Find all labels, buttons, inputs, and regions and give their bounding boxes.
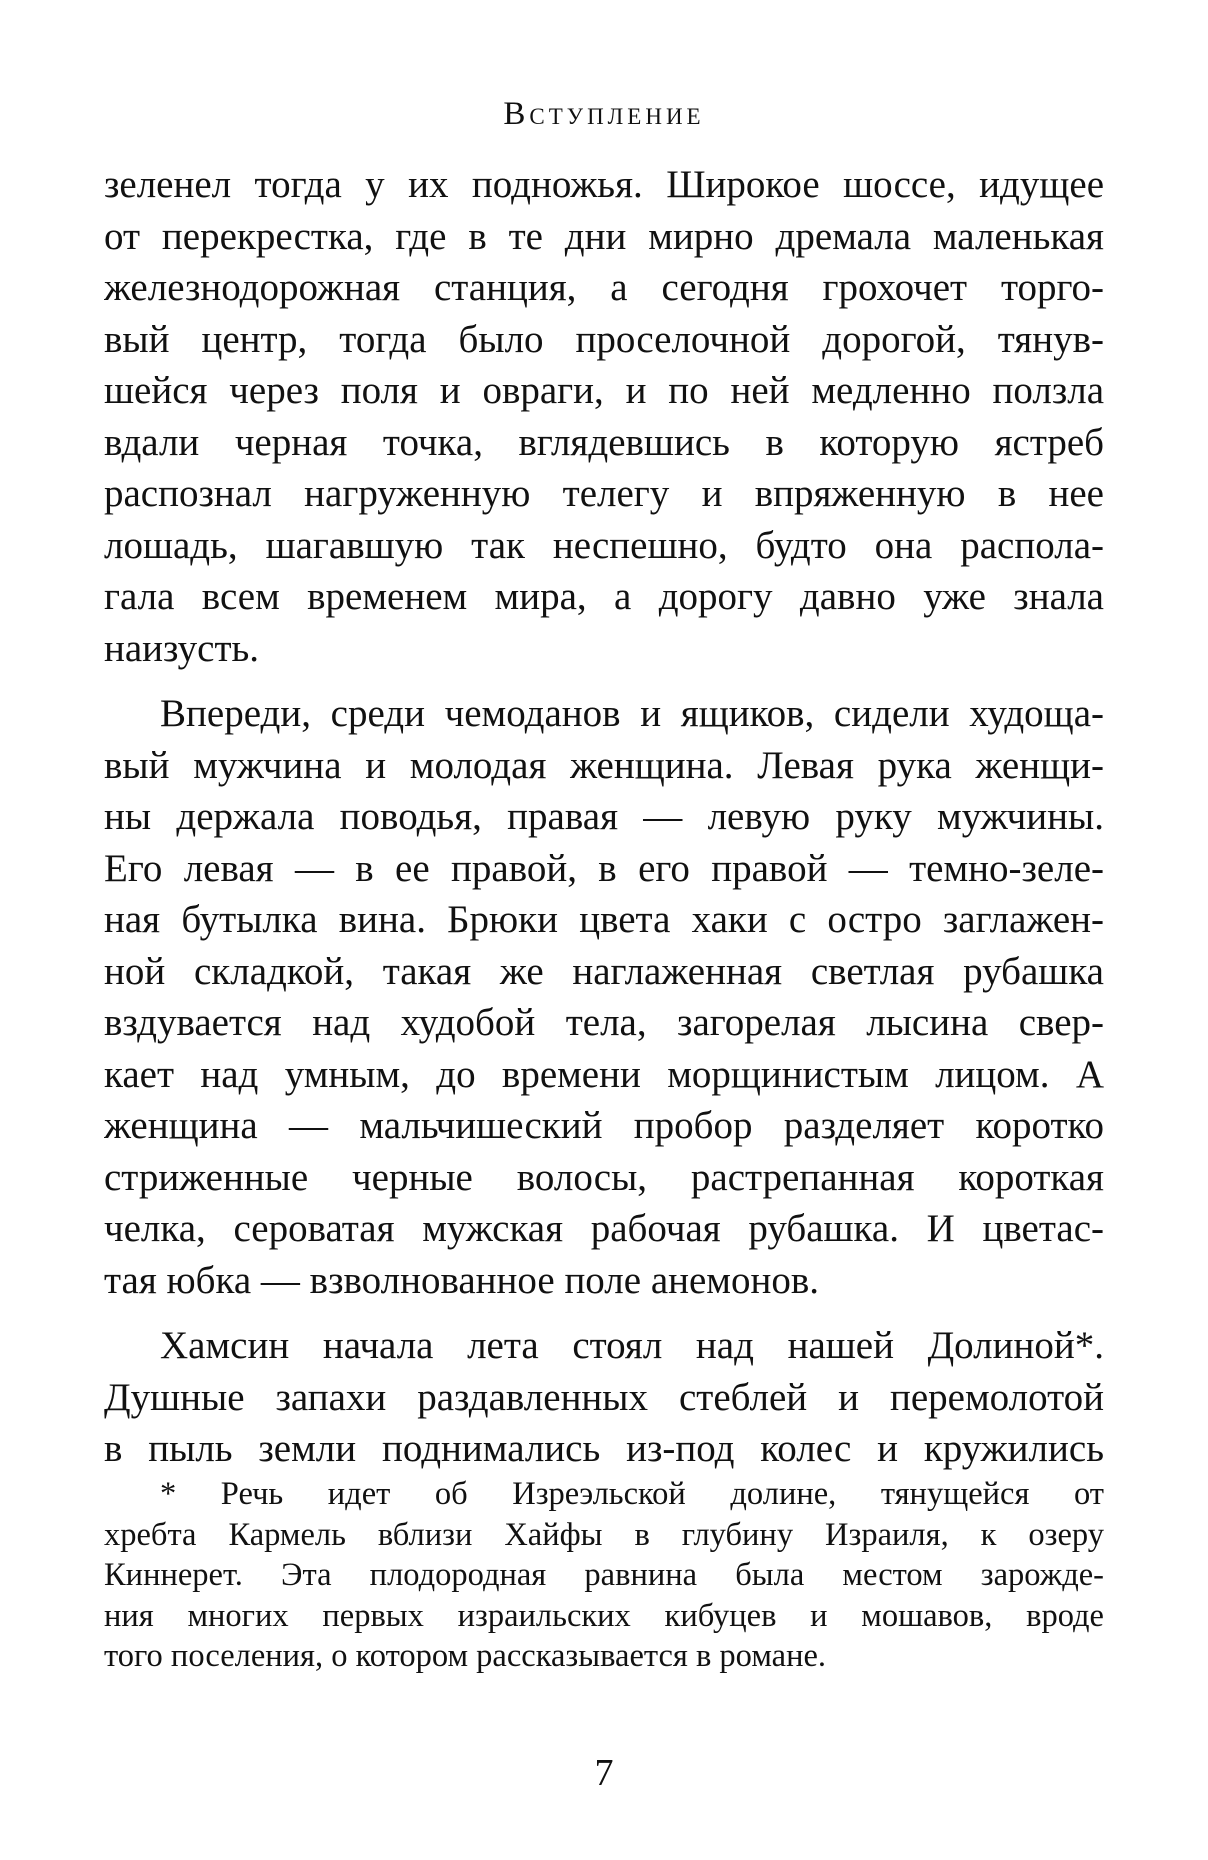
text-line: вдали черная точка, вглядевшись в которую ястреб bbox=[104, 420, 1104, 464]
footnote-line: * Речь идет об Изреэльской долине, тянущейся от bbox=[160, 1476, 1104, 1512]
text-line: ной складкой, такая же наглаженная светлая рубашка bbox=[104, 949, 1104, 993]
footnote-line: ния многих первых израильских кибуцев и мошавов, вроде bbox=[104, 1597, 1104, 1634]
text-line: Его левая — в ее правой, в его правой — темно-зеле- bbox=[104, 846, 1104, 890]
text-line: стриженные черные волосы, растрепанная короткая bbox=[104, 1155, 1104, 1199]
footnote-line: того поселения, о котором рассказывается в романе. bbox=[104, 1638, 827, 1674]
text-line: распознал нагруженную телегу и впряженную в нее bbox=[104, 472, 1104, 515]
text-line: вый мужчина и молодая женщина. Левая рука женщи- bbox=[104, 743, 1104, 787]
paragraph-1 bbox=[104, 159, 1104, 674]
text-line: шейся через поля и овраги, и по ней медленно ползла bbox=[104, 369, 1104, 412]
text-line: ны держала поводья, правая — левую руку мужчины. bbox=[104, 795, 1104, 838]
text-line: железнодорожная станция, а сегодня грохочет торго- bbox=[104, 266, 1104, 309]
text-line: наизусть. bbox=[104, 626, 260, 670]
text-line: зеленел тогда у их подножья. Широкое шоссе, идущее bbox=[104, 163, 1104, 206]
running-head: Вступление bbox=[503, 96, 705, 132]
text-line: вздувается над худобой тела, загорелая лысина свер- bbox=[104, 1001, 1104, 1044]
text-line: тая юбка — взволнованное поле анемонов. bbox=[104, 1258, 820, 1302]
text-line: гала всем временем мира, а дорогу давно уже знала bbox=[104, 575, 1104, 618]
text-line: женщина — мальчишеский пробор разделяет коротко bbox=[104, 1104, 1104, 1147]
paragraph-3 bbox=[104, 1320, 1104, 1475]
text-line: лошадь, шагавшую так неспешно, будто она распола- bbox=[104, 523, 1104, 567]
paragraph-2 bbox=[104, 688, 1104, 1306]
body-text bbox=[104, 159, 1104, 1475]
text-line: Впереди, среди чемоданов и ящиков, сидели худоща- bbox=[160, 692, 1104, 735]
text-line: Хамсин начала лета стоял над нашей Долиной*. bbox=[160, 1324, 1104, 1367]
text-line: челка, сероватая мужская рабочая рубашка. И цветас- bbox=[104, 1207, 1104, 1250]
text-line: ная бутылка вина. Брюки цвета хаки с остро заглажен- bbox=[104, 898, 1104, 941]
text-line: вый центр, тогда было проселочной дорогой, тянув- bbox=[104, 317, 1104, 361]
footnote-line: хребта Кармель вблизи Хайфы в глубину Израиля, к озеру bbox=[104, 1516, 1104, 1553]
page-number: 7 bbox=[594, 1752, 614, 1794]
footnote-line: Киннерет. Эта плодородная равнина была местом зарожде- bbox=[104, 1557, 1104, 1593]
text-line: Душные запахи раздавленных стеблей и перемолотой bbox=[104, 1375, 1104, 1419]
text-line: в пыль земли поднимались из-под колес и кружились bbox=[104, 1427, 1104, 1470]
text-line: от перекрестка, где в те дни мирно дремала маленькая bbox=[104, 214, 1104, 258]
text-line: кает над умным, до времени морщинистым лицом. А bbox=[104, 1052, 1104, 1096]
footnote bbox=[104, 1474, 1104, 1677]
